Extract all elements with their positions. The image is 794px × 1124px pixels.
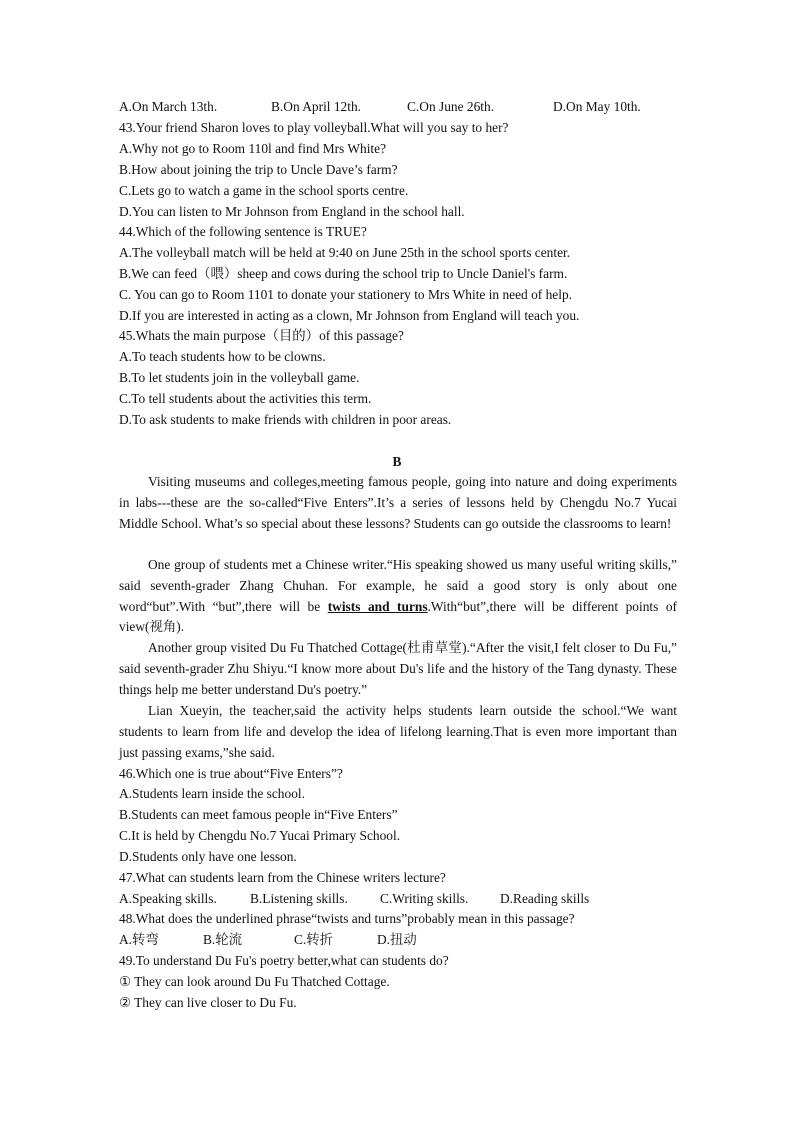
- q46-option-d: D.Students only have one lesson.: [119, 849, 297, 864]
- passage-paragraph-1: Visiting museums and colleges,meeting famous people, going into nature and doing experiments in labs---these are the so-called“Five Enters”.It’s a series of lessons held by Chengdu No.7 Yucai Middle School. What’s so special about these lessons? Students can go outside the classrooms to learn!: [119, 474, 677, 531]
- q43-option-d: D.You can listen to Mr Johnson from England in the school hall.: [119, 204, 465, 219]
- question-45: 45.Whats the main purpose（目的）of this passage?: [119, 328, 404, 343]
- question-44: 44.Which of the following sentence is TRUE?: [119, 224, 367, 239]
- q46-option-c: C.It is held by Chengdu No.7 Yucai Primary School.: [119, 828, 401, 843]
- q43-option-b: B.How about joining the trip to Uncle Dave’s farm?: [119, 162, 398, 177]
- question-47: 47.What can students learn from the Chinese writers lecture?: [119, 870, 446, 885]
- option-d: D.On May 10th.: [553, 99, 641, 114]
- option-c: C.转折: [294, 932, 334, 947]
- q46-option-b: B.Students can meet famous people in“Five Enters”: [119, 807, 398, 822]
- underlined-phrase: twists and turns: [327, 598, 428, 614]
- q45-option-b: B.To let students join in the volleyball game.: [119, 370, 360, 385]
- q49-item-1: ① They can look around Du Fu Thatched Cottage.: [119, 974, 390, 989]
- paragraph-2-text-before: One group of students met a Chinese writer.“His speaking showed us many useful writing skills,” said seventh-grader Zhang Chuhan. For example, he said a good story is only about one word“but”.With “but”,there will be: [119, 557, 677, 614]
- section-heading: B: [392, 454, 402, 469]
- q45-option-c: C.To tell students about the activities this term.: [119, 391, 372, 406]
- question-48: 48.What does the underlined phrase“twists and turns”probably mean in this passage?: [119, 911, 575, 926]
- option-b: B.轮流: [203, 932, 243, 947]
- q48-options: [119, 930, 679, 951]
- q44-option-c: C. You can go to Room 1101 to donate your stationery to Mrs White in need of help.: [119, 287, 572, 302]
- question-49: 49.To understand Du Fu's poetry better,what can students do?: [119, 953, 449, 968]
- q43-option-c: C.Lets go to watch a game in the school sports centre.: [119, 183, 409, 198]
- passage-paragraph-3: Another group visited Du Fu Thatched Cottage(杜甫草堂).“After the visit,I felt closer to Du Fu,” said seventh-grader Zhu Shiyu.“I know more about Du's life and the history of the Tang dynasty. These things help me better understand Du's poetry.”: [119, 640, 677, 697]
- q43-option-a: A.Why not go to Room 110l and find Mrs White?: [119, 141, 387, 156]
- question-46: 46.Which one is true about“Five Enters”?: [119, 766, 343, 781]
- option-c: C.Writing skills.: [380, 891, 469, 906]
- option-a: A.On March 13th.: [119, 99, 218, 114]
- option-b: B.On April 12th.: [271, 99, 362, 114]
- question-43: 43.Your friend Sharon loves to play volleyball.What will you say to her?: [119, 120, 509, 135]
- q45-option-d: D.To ask students to make friends with children in poor areas.: [119, 412, 452, 427]
- option-a: A.转弯: [119, 932, 159, 947]
- option-d: D.扭动: [377, 932, 417, 947]
- option-d: D.Reading skills: [500, 891, 590, 906]
- passage-paragraph-2: [119, 555, 677, 638]
- q44-option-a: A.The volleyball match will be held at 9:40 on June 25th in the school sports center.: [119, 245, 571, 260]
- q42-options: [119, 97, 679, 118]
- paragraph-2-text-after: .With“but”,there will be different points of view(视角).: [119, 598, 677, 635]
- option-b: B.Listening skills.: [250, 891, 348, 906]
- q44-option-b: B.We can feed（喂）sheep and cows during the school trip to Uncle Daniel's farm.: [119, 266, 568, 281]
- q45-option-a: A.To teach students how to be clowns.: [119, 349, 326, 364]
- q49-item-2: ② They can live closer to Du Fu.: [119, 995, 297, 1010]
- q44-option-d: D.If you are interested in acting as a clown, Mr Johnson from England will teach you.: [119, 308, 580, 323]
- q46-option-a: A.Students learn inside the school.: [119, 786, 305, 801]
- option-c: C.On June 26th.: [407, 99, 495, 114]
- passage-paragraph-4: Lian Xueyin, the teacher,said the activity helps students learn outside the school.“We want students to learn from life and develop the idea of lifelong learning.That is even more important than just passing exams,”she said.: [119, 703, 677, 760]
- q47-options: [119, 889, 679, 910]
- option-a: A.Speaking skills.: [119, 891, 217, 906]
